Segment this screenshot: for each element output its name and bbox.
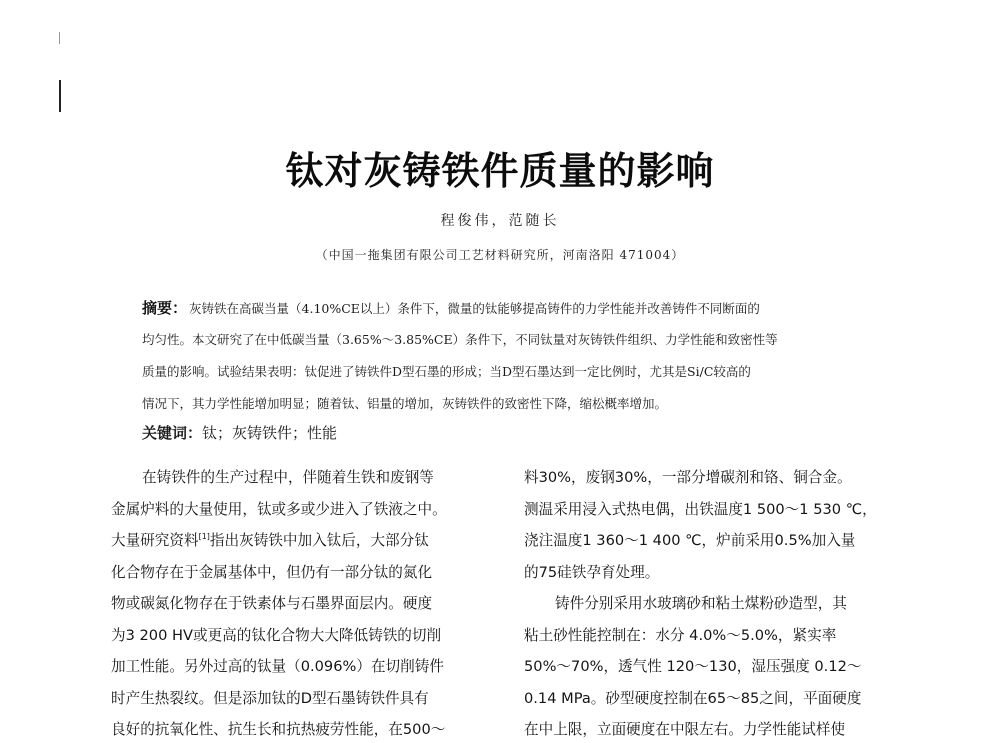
body-line: 在中上限，立面硬度在中限左右。力学性能试样使 <box>524 721 846 738</box>
body-line: 0.14 MPa。砂型硬度控制在65～85之间，平面硬度 <box>524 689 862 707</box>
keywords-text: 钛；灰铸铁件；性能 <box>202 424 338 442</box>
body-line: 加工性能。另外过高的钛量（0.096%）在切削铸件 <box>111 658 444 675</box>
abstract-line: 质量的影响。试验结果表明：钛促进了铸铁件D型石墨的形成；当D型石墨达到一定比例时，尤其是Si/C较高的 <box>142 364 751 379</box>
body-column-right <box>524 462 908 743</box>
scan-margin-mark <box>59 32 60 44</box>
body-column-left <box>111 462 494 743</box>
body-text: 大量研究资料 <box>111 532 199 549</box>
body-line: 测温采用浸入式热电偶，出铁温度1 500～1 530 ℃， <box>524 500 877 518</box>
abstract-line: 情况下，其力学性能增加明显；随着钛、铝量的增加，灰铸铁件的致密性下降，缩松概率增加。 <box>142 396 668 411</box>
abstract-line <box>142 292 892 324</box>
abstract <box>142 292 892 420</box>
body-line: 物或碳氮化物存在于铁素体与石墨界面层内。硬度 <box>111 595 433 612</box>
keywords-label: 关键词： <box>142 424 203 442</box>
keywords <box>142 420 337 446</box>
body-line: 铸件分别采用水玻璃砂和粘土煤粉砂造型，其 <box>555 595 847 612</box>
paper-authors: 程俊伟，范随长 <box>440 213 560 229</box>
body-line: 料30%，废钢30%，一部分增碳剂和铬、铜合金。 <box>524 469 852 486</box>
citation-ref[interactable]: [1] <box>198 532 210 542</box>
abstract-line: 均匀性。本文研究了在中低碳当量（3.65%～3.85%CE）条件下，不同钛量对灰铸铁件组织、力学性能和致密性等 <box>142 332 778 347</box>
paper-affiliation: （中国一拖集团有限公司工艺材料研究所，河南洛阳 471004） <box>315 248 685 262</box>
body-text: 指出灰铸铁中加入钛后，大部分钛 <box>209 532 429 549</box>
abstract-label: 摘要： <box>142 299 188 317</box>
body-line: 化合物存在于金属基体中，但仍有一部分钛的氮化 <box>111 563 433 581</box>
body-line: 在铸铁件的生产过程中，伴随着生铁和废钢等 <box>142 469 434 486</box>
body-line: 为3 200 HV或更高的钛化合物大大降低铸铁的切削 <box>111 626 442 644</box>
body-line: 的75硅铁孕育处理。 <box>524 563 660 581</box>
body-line: 浇注温度1 360～1 400 ℃，炉前采用0.5%加入量 <box>524 532 856 549</box>
body-line <box>111 525 494 557</box>
body-line: 50%～70%，透气性 120～130，湿压强度 0.12～ <box>524 658 862 675</box>
abstract-text: 灰铸铁在高碳当量（4.10%CE以上）条件下，微量的钛能够提高铸件的力学性能并改善铸件不同断面的 <box>189 301 760 316</box>
body-line: 粘土砂性能控制在：水分 4.0%～5.0%，紧实率 <box>524 626 837 644</box>
body-line: 良好的抗氧化性、抗生长和抗热疲劳性能，在500～ <box>111 721 446 738</box>
body-line: 时产生热裂纹。但是添加钛的D型石墨铸铁件具有 <box>111 689 429 707</box>
scan-margin-mark <box>59 80 61 112</box>
body-line: 金属炉料的大量使用，钛或多或少进入了铁液之中。 <box>111 500 447 518</box>
paper-title: 钛对灰铸铁件质量的影响 <box>285 149 715 193</box>
